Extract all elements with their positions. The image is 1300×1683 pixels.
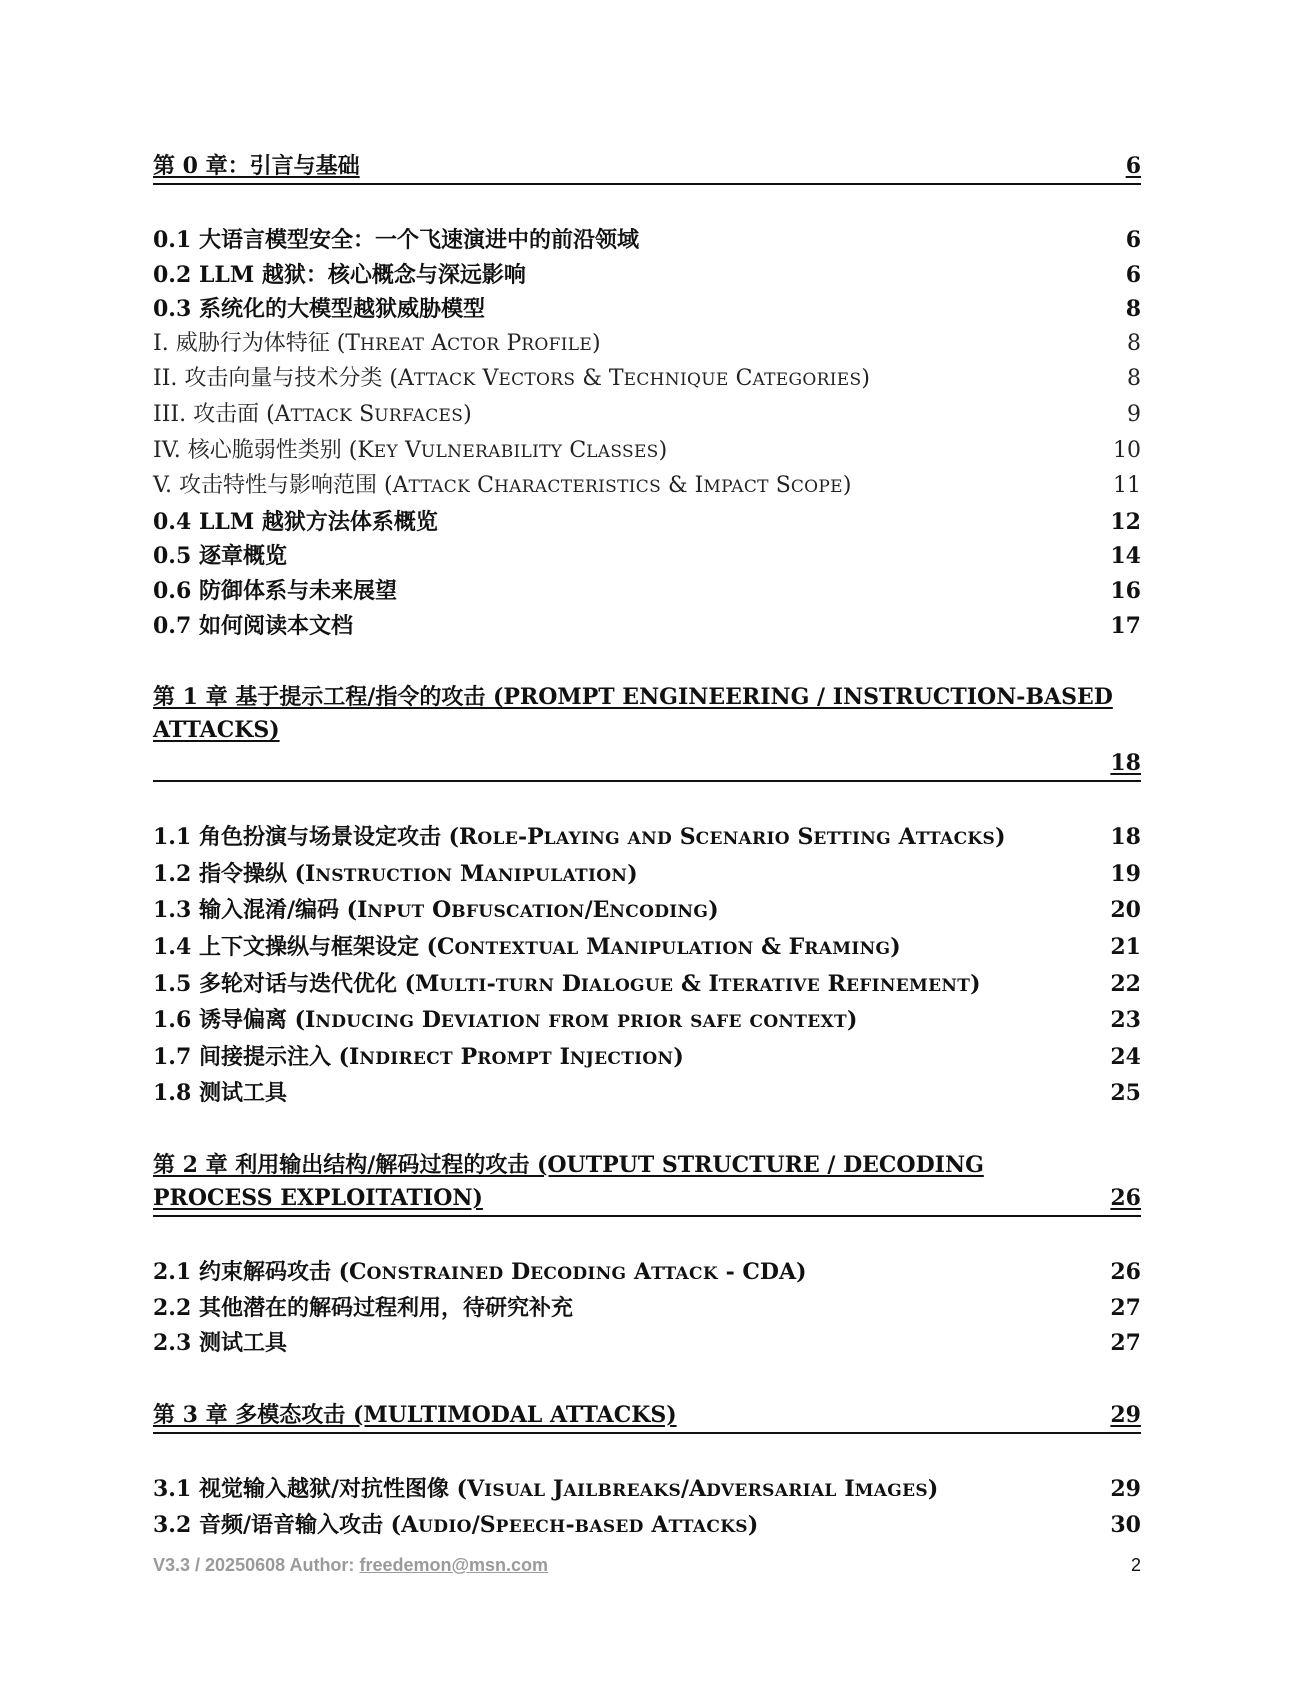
page-number: 2 (1130, 1555, 1141, 1575)
entry-page: 24 (1110, 1043, 1141, 1070)
entry-page: 12 (1110, 508, 1141, 535)
entry-page: 21 (1110, 933, 1141, 960)
toc-entry[interactable] (153, 1472, 1141, 1509)
table-of-contents (153, 150, 1141, 1545)
entry-english-title: INDIRECT PROMPT INJECTION (349, 1043, 674, 1070)
toc-entry[interactable] (153, 930, 1141, 967)
chapter-page: 18 (1110, 750, 1141, 777)
entry-page: 6 (1125, 227, 1141, 253)
entry-page: 8 (1125, 296, 1141, 323)
entry-title-text: 攻击特性与影响范围 (179, 473, 378, 499)
toc-chapter-1[interactable] (153, 681, 1141, 782)
entry-title (153, 1291, 573, 1326)
entry-number: IV. (153, 437, 181, 463)
entry-title: I. 威胁行为体特征 (THREAT ACTOR PROFILE) (153, 330, 601, 356)
entry-number: 1.7 (153, 1043, 192, 1070)
entry-number: 1.5 (153, 970, 192, 997)
toc-entry[interactable] (153, 967, 1141, 1004)
entry-number: 0.5 (153, 543, 192, 570)
entry-title: 1.2 指令操纵 (INSTRUCTION MANIPULATION) (153, 860, 638, 887)
entry-page: 27 (1110, 1295, 1141, 1322)
entry-title-text: 上下文操纵与框架设定 (198, 933, 419, 960)
entry-title-text: 诱导偏离 (198, 1007, 287, 1034)
entry-number: 1.4 (153, 933, 192, 960)
entry-title (153, 1076, 287, 1111)
entry-number: 0.1 (153, 227, 192, 253)
toc-entry[interactable] (153, 1291, 1141, 1326)
chapter-title: 第 3 章 多模态攻击 (MULTIMODAL ATTACKS) (153, 1401, 677, 1428)
entry-english-title: INDUCING DEVIATION FROM PRIOR SAFE CONTEXT (305, 1007, 847, 1034)
entry-english-title: ROLE-PLAYING AND SCENARIO SETTING ATTACKS (459, 824, 996, 851)
entry-title-text: 大语言模型安全：一个飞速演进中的前沿领域 (198, 227, 639, 253)
entry-number: 1.2 (153, 860, 192, 887)
entry-number: 0.3 (153, 296, 192, 323)
entry-number: 2.3 (153, 1330, 192, 1357)
entry-title (153, 223, 639, 258)
toc-entry[interactable] (153, 1326, 1141, 1361)
entry-title-text: 如何阅读本文档 (198, 612, 353, 639)
entry-page: 11 (1113, 473, 1141, 499)
entry-title-text: 角色扮演与场景设定攻击 (198, 824, 441, 851)
entry-number: I. (153, 330, 169, 356)
entry-page: 17 (1110, 612, 1141, 639)
entry-title-text: 指令操纵 (198, 860, 287, 887)
entry-title-text: LLM 越狱：核心概念与深远影响 (198, 261, 526, 288)
toc-entry[interactable] (153, 434, 1141, 470)
entry-title: IV. 核心脆弱性类别 (KEY VULNERABILITY CLASSES) (153, 437, 668, 463)
entry-english-title: CONTEXTUAL MANIPULATION & FRAMING (437, 933, 891, 960)
entry-number: 0.2 (153, 261, 192, 288)
toc-entry[interactable] (153, 398, 1141, 434)
chapter-1-entries (153, 820, 1141, 1111)
entry-title-text: 系统化的大模型越狱威胁模型 (198, 296, 485, 323)
entry-title-text: 核心脆弱性类别 (187, 437, 342, 463)
toc-entry[interactable] (153, 1040, 1141, 1077)
entry-title: 1.3 输入混淆/编码 (INPUT OBFUSCATION/ENCODING) (153, 897, 719, 924)
toc-entry[interactable] (153, 362, 1141, 398)
entry-title-text: 间接提示注入 (198, 1043, 331, 1070)
entry-title: II. 攻击向量与技术分类 (ATTACK VECTORS & TECHNIQUE CATEGORIES) (153, 366, 870, 392)
entry-english-title: ATTACK SURFACES (274, 401, 464, 427)
entry-title: 1.5 多轮对话与迭代优化 (MULTI-TURN DIALOGUE & ITERATIVE REFINEMENT) (153, 970, 981, 997)
toc-entry[interactable] (153, 893, 1141, 930)
toc-entry[interactable] (153, 469, 1141, 505)
toc-entry[interactable] (153, 539, 1141, 574)
entry-title-text: 测试工具 (198, 1080, 287, 1107)
entry-page: 25 (1110, 1080, 1141, 1107)
entry-page: 8 (1127, 330, 1141, 356)
entry-page: 6 (1125, 261, 1141, 288)
entry-title: 1.4 上下文操纵与框架设定 (CONTEXTUAL MANIPULATION & FRAMING) (153, 933, 901, 960)
entry-number: 1.6 (153, 1007, 192, 1034)
entry-title-text: 防御体系与未来展望 (198, 577, 397, 604)
entry-title-text: 测试工具 (198, 1330, 287, 1357)
entry-page: 30 (1110, 1512, 1141, 1539)
entry-english-title: AUDIO/SPEECH-BASED ATTACKS (401, 1512, 748, 1539)
entry-english-title: CONSTRAINED DECODING ATTACK - CDA (349, 1258, 797, 1285)
entry-page: 16 (1110, 577, 1141, 604)
entry-number: 0.6 (153, 577, 192, 604)
entry-title-text: 其他潜在的解码过程利用，待研究补充 (198, 1295, 573, 1322)
chapter-title: 第 2 章 利用输出结构/解码过程的攻击 (OUTPUT STRUCTURE / DECODING PROCESS EXPLOITATION) (153, 1151, 984, 1211)
entry-title (153, 505, 438, 540)
entry-title: 3.2 音频/语音输入攻击 (AUDIO/SPEECH-BASED ATTACKS) (153, 1512, 759, 1539)
entry-number: 3.1 (153, 1475, 192, 1502)
toc-entry[interactable] (153, 1255, 1141, 1292)
entry-page: 8 (1127, 366, 1141, 392)
entry-title-text: 攻击向量与技术分类 (184, 366, 383, 392)
entry-page: 14 (1110, 543, 1141, 570)
toc-chapter-3[interactable] (153, 1399, 1141, 1434)
entry-title: 1.7 间接提示注入 (INDIRECT PROMPT INJECTION) (153, 1043, 684, 1070)
entry-number: III. (153, 401, 187, 427)
entry-english-title: INPUT OBFUSCATION/ENCODING (357, 897, 709, 924)
entry-title-text: LLM 越狱方法体系概览 (198, 508, 438, 535)
entry-english-title: ATTACK CHARACTERISTICS & IMPACT SCOPE (392, 473, 843, 499)
chapter-page: 6 (1125, 153, 1141, 179)
author-email-link[interactable]: freedemon@msn.com (359, 1555, 549, 1575)
entry-title: III. 攻击面 (ATTACK SURFACES) (153, 401, 472, 427)
chapter-3-entries (153, 1472, 1141, 1545)
toc-entry[interactable] (153, 1508, 1141, 1545)
entry-title (153, 1326, 287, 1361)
entry-english-title: MULTI-TURN DIALOGUE & ITERATIVE REFINEMENT (415, 970, 971, 997)
entry-title-text: 逐章概览 (198, 543, 287, 570)
toc-entry[interactable] (153, 223, 1141, 258)
toc-entry[interactable] (153, 1003, 1141, 1040)
entry-page: 9 (1127, 401, 1141, 427)
entry-number: 3.2 (153, 1512, 192, 1539)
chapter-title: 第 0 章：引言与基础 (153, 153, 360, 179)
entry-title (153, 258, 526, 293)
entry-page: 20 (1110, 897, 1141, 924)
entry-page: 19 (1110, 860, 1141, 887)
entry-title (153, 292, 485, 327)
entry-english-title: INSTRUCTION MANIPULATION (305, 860, 628, 887)
entry-title: 3.1 视觉输入越狱/对抗性图像 (VISUAL JAILBREAKS/ADVERSARIAL IMAGES) (153, 1475, 939, 1502)
toc-entry[interactable] (153, 292, 1141, 327)
entry-title: 1.1 角色扮演与场景设定攻击 (ROLE-PLAYING AND SCENARIO SETTING ATTACKS) (153, 824, 1006, 851)
entry-title-text: 输入混淆/编码 (198, 897, 339, 924)
entry-title-text: 视觉输入越狱/对抗性图像 (198, 1475, 449, 1502)
entry-page: 10 (1113, 437, 1141, 463)
chapter-2-entries (153, 1255, 1141, 1361)
toc-entry[interactable] (153, 1076, 1141, 1111)
entry-title-text: 音频/语音输入攻击 (198, 1512, 383, 1539)
entry-title: 2.1 约束解码攻击 (CONSTRAINED DECODING ATTACK - CDA) (153, 1258, 807, 1285)
entry-number: 1.3 (153, 897, 192, 924)
entry-page: 18 (1110, 824, 1141, 851)
entry-english-title: THREAT ACTOR PROFILE (345, 330, 593, 356)
entry-title: 1.6 诱导偏离 (INDUCING DEVIATION FROM PRIOR SAFE CONTEXT) (153, 1007, 858, 1034)
entry-title-text: 多轮对话与迭代优化 (198, 970, 397, 997)
toc-chapter-2[interactable] (153, 1149, 1141, 1217)
entry-title (153, 574, 397, 609)
chapter-page: 26 (1110, 1184, 1141, 1211)
toc-entry[interactable] (153, 574, 1141, 609)
entry-english-title: KEY VULNERABILITY CLASSES (357, 437, 659, 463)
chapter-page: 29 (1110, 1401, 1141, 1428)
entry-page: 26 (1110, 1258, 1141, 1285)
toc-entry[interactable] (153, 609, 1141, 644)
entry-number: 1.8 (153, 1080, 192, 1107)
entry-page: 23 (1110, 1007, 1141, 1034)
entry-page: 27 (1110, 1330, 1141, 1357)
entry-english-title: VISUAL JAILBREAKS/ADVERSARIAL IMAGES (467, 1475, 928, 1502)
entry-number: 2.2 (153, 1295, 192, 1322)
entry-page: 22 (1110, 970, 1141, 997)
chapter-0-entries (153, 223, 1141, 643)
toc-entry[interactable] (153, 820, 1141, 857)
entry-number: 0.7 (153, 612, 192, 639)
entry-number: 0.4 (153, 508, 192, 535)
toc-chapter-0[interactable] (153, 150, 1141, 185)
entry-title: V. 攻击特性与影响范围 (ATTACK CHARACTERISTICS & IMPACT SCOPE) (153, 473, 852, 499)
page-footer (153, 1555, 1141, 1576)
entry-title-text: 威胁行为体特征 (175, 330, 330, 356)
entry-number: II. (153, 366, 178, 392)
toc-entry[interactable] (153, 258, 1141, 293)
entry-number: 1.1 (153, 824, 192, 851)
entry-title (153, 609, 353, 644)
entry-title-text: 约束解码攻击 (198, 1258, 331, 1285)
toc-entry[interactable] (153, 505, 1141, 540)
toc-entry[interactable] (153, 857, 1141, 894)
entry-number: V. (153, 473, 173, 499)
entry-title-text: 攻击面 (193, 401, 260, 427)
chapter-title: 第 1 章 基于提示工程/指令的攻击 (PROMPT ENGINEERING / INSTRUCTION-BASED ATTACKS) (153, 684, 1113, 744)
entry-title (153, 539, 287, 574)
entry-page: 29 (1110, 1475, 1141, 1502)
toc-entry[interactable] (153, 327, 1141, 363)
version-author: V3.3 / 20250608 Author: (153, 1555, 355, 1575)
footer-info (153, 1555, 548, 1576)
entry-english-title: ATTACK VECTORS & TECHNIQUE CATEGORIES (397, 366, 862, 392)
entry-number: 2.1 (153, 1258, 192, 1285)
